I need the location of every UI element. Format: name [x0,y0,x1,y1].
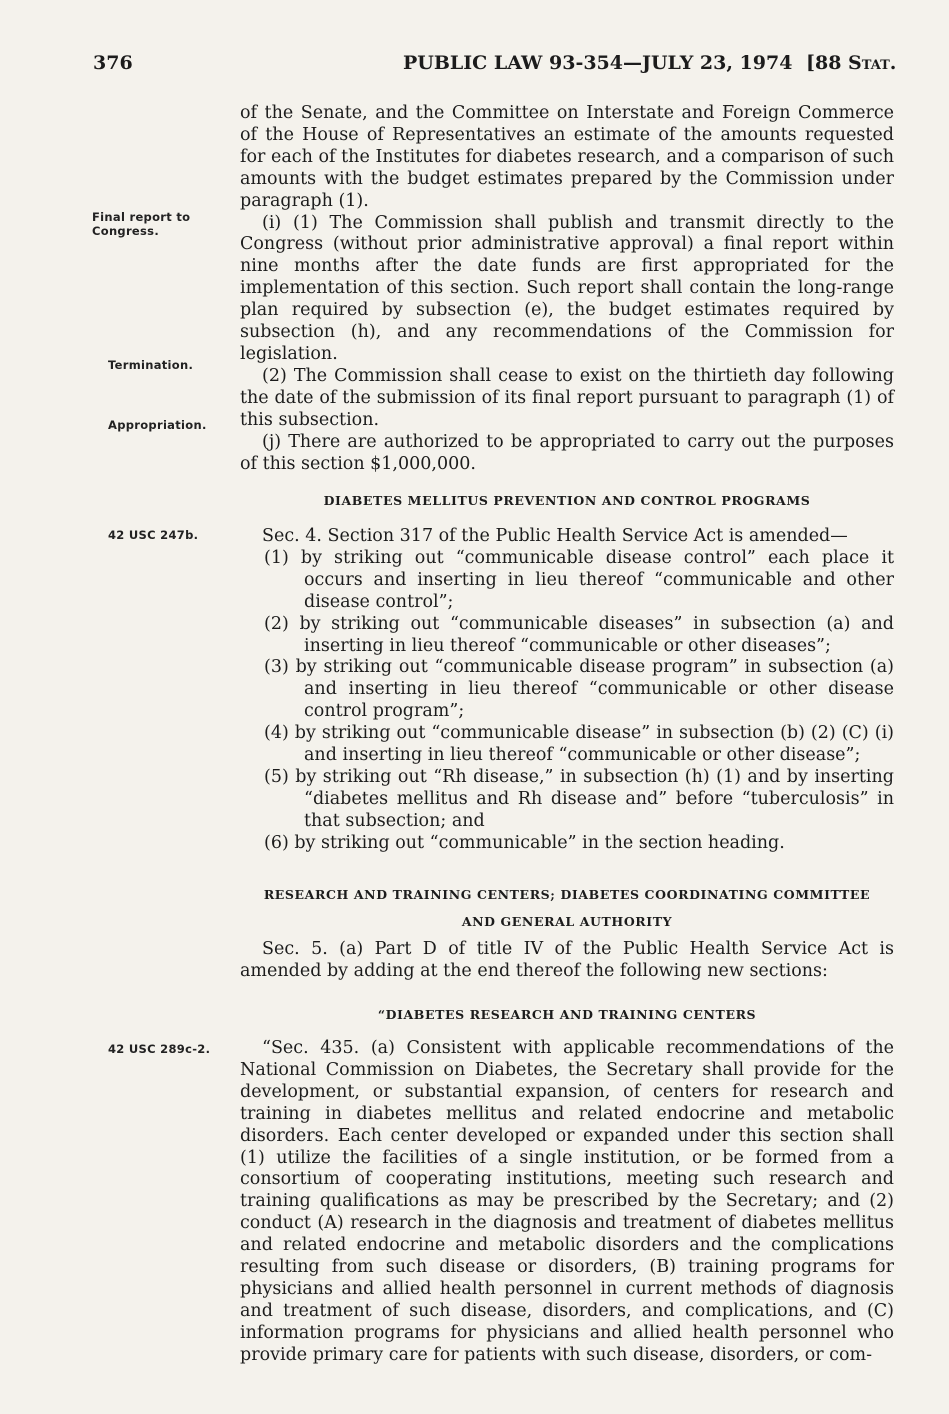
margin-note-usc-289c-2: 42 USC 289c-2. [108,1042,211,1056]
statute-reference: [88 Stat. [806,52,897,74]
section-4-intro: Sec. 4. Section 317 of the Public Health Service Act is amended— [262,526,848,546]
heading-diabetes-research-centers: “DIABETES RESEARCH AND TRAINING CENTERS [377,1007,757,1022]
section-5 [240,939,894,983]
paragraph-i-2: (2) The Commission shall cease to exist on the thirtieth day following the date of the submission of its final report pursuant to paragraph (1) of this subsection. [240,365,894,430]
section-4 [240,526,894,855]
margin-note-termination: Termination. [108,358,194,372]
section-heading-2 [240,884,894,933]
section-heading-1 [240,490,894,512]
section-4-item: (4) by striking out “communicable disease” in subsection (b) (2) (C) (i) and inserting in lieu thereof “communicable or other disease”; [264,723,894,766]
paragraph-continuation: of the Senate, and the Committee on Interstate and Foreign Commerce of the House of Representatives an estimate of the amounts requested for each of the Institutes for diabetes research, and a comparison of such amounts with the budget estimates prepared by the Commission under paragraph (1). [240,103,894,211]
section-4-item: (3) by striking out “communicable disease program” in subsection (a) and inserting in lieu thereof “communicable or other disease control program”; [264,657,894,722]
main-text [240,103,894,475]
paragraph-j: (j) There are authorized to be appropriated to carry out the purposes of this section $1,000,000. [240,431,894,474]
paragraph-i-1: (i) (1) The Commission shall publish and transmit directly to the Congress (without prior administrative approval) a final report within nine months after the date funds are first appropriated for the implementation of this section. Such report shall contain the long-range plan required by subsection (e), the budget estimates required by subsection (h), and any recommendations of the Commission for legislation. [240,212,894,364]
running-title: PUBLIC LAW 93-354—JULY 23, 1974 [403,52,793,74]
page-number: 376 [93,52,133,74]
heading-diabetes-prevention: DIABETES MELLITUS PREVENTION AND CONTROL PROGRAMS [323,493,811,508]
section-4-item: (1) by striking out “communicable disease control” each place it occurs and inserting in lieu thereof “communicable and other disease control”; [264,547,894,612]
section-heading-3 [240,1004,894,1026]
section-435-text: “Sec. 435. (a) Consistent with applicable recommendations of the National Commission on Diabetes, the Secretary shall provide for the development, or substantial expansion, of centers for research and training in diabetes mellitus and related endocrine and metabolic disorders. Each center developed or expanded under this section shall (1) utilize the facilities of a single institution, or be formed from a consortium of cooperating institutions, meeting such research and training qualifications as may be prescribed by the Secretary; and (2) conduct (A) research in the diagnosis and treatment of diabetes mellitus and related endocrine and metabolic disorders and the complications resulting from such disease or disorders, (B) training programs for physicians and allied health personnel in current methods of diagnosis and treatment of such disease, disorders, and complications, and (C) information programs for physicians and allied health personnel who provide primary care for patients with such disease, disorders, or com- [240,1038,894,1365]
margin-note-usc-247b: 42 USC 247b. [108,528,199,542]
margin-note-appropriation: Appropriation. [108,418,207,432]
section-435 [240,1038,894,1367]
heading-research-centers-line-2: AND GENERAL AUTHORITY [461,913,673,929]
section-4-item: (6) by striking out “communicable” in the section heading. [264,832,785,853]
section-5-text: Sec. 5. (a) Part D of title IV of the Public Health Service Act is amended by adding at the end thereof the following new sections: [240,939,894,981]
section-4-item: (5) by striking out “Rh disease,” in subsection (h) (1) and by inserting “diabetes mellitus and Rh disease and” before “tuberculosis” in that subsection; and [264,766,894,831]
page-header [0,52,949,82]
heading-research-centers-line-1: RESEARCH AND TRAINING CENTERS; DIABETES COORDINATING COMMITTEE [263,887,871,902]
section-4-item: (2) by striking out “communicable diseases” in subsection (a) and inserting in lieu thereof “communicable or other diseases”; [264,613,894,656]
margin-note-final-report: Final report to Congress. [92,210,191,238]
